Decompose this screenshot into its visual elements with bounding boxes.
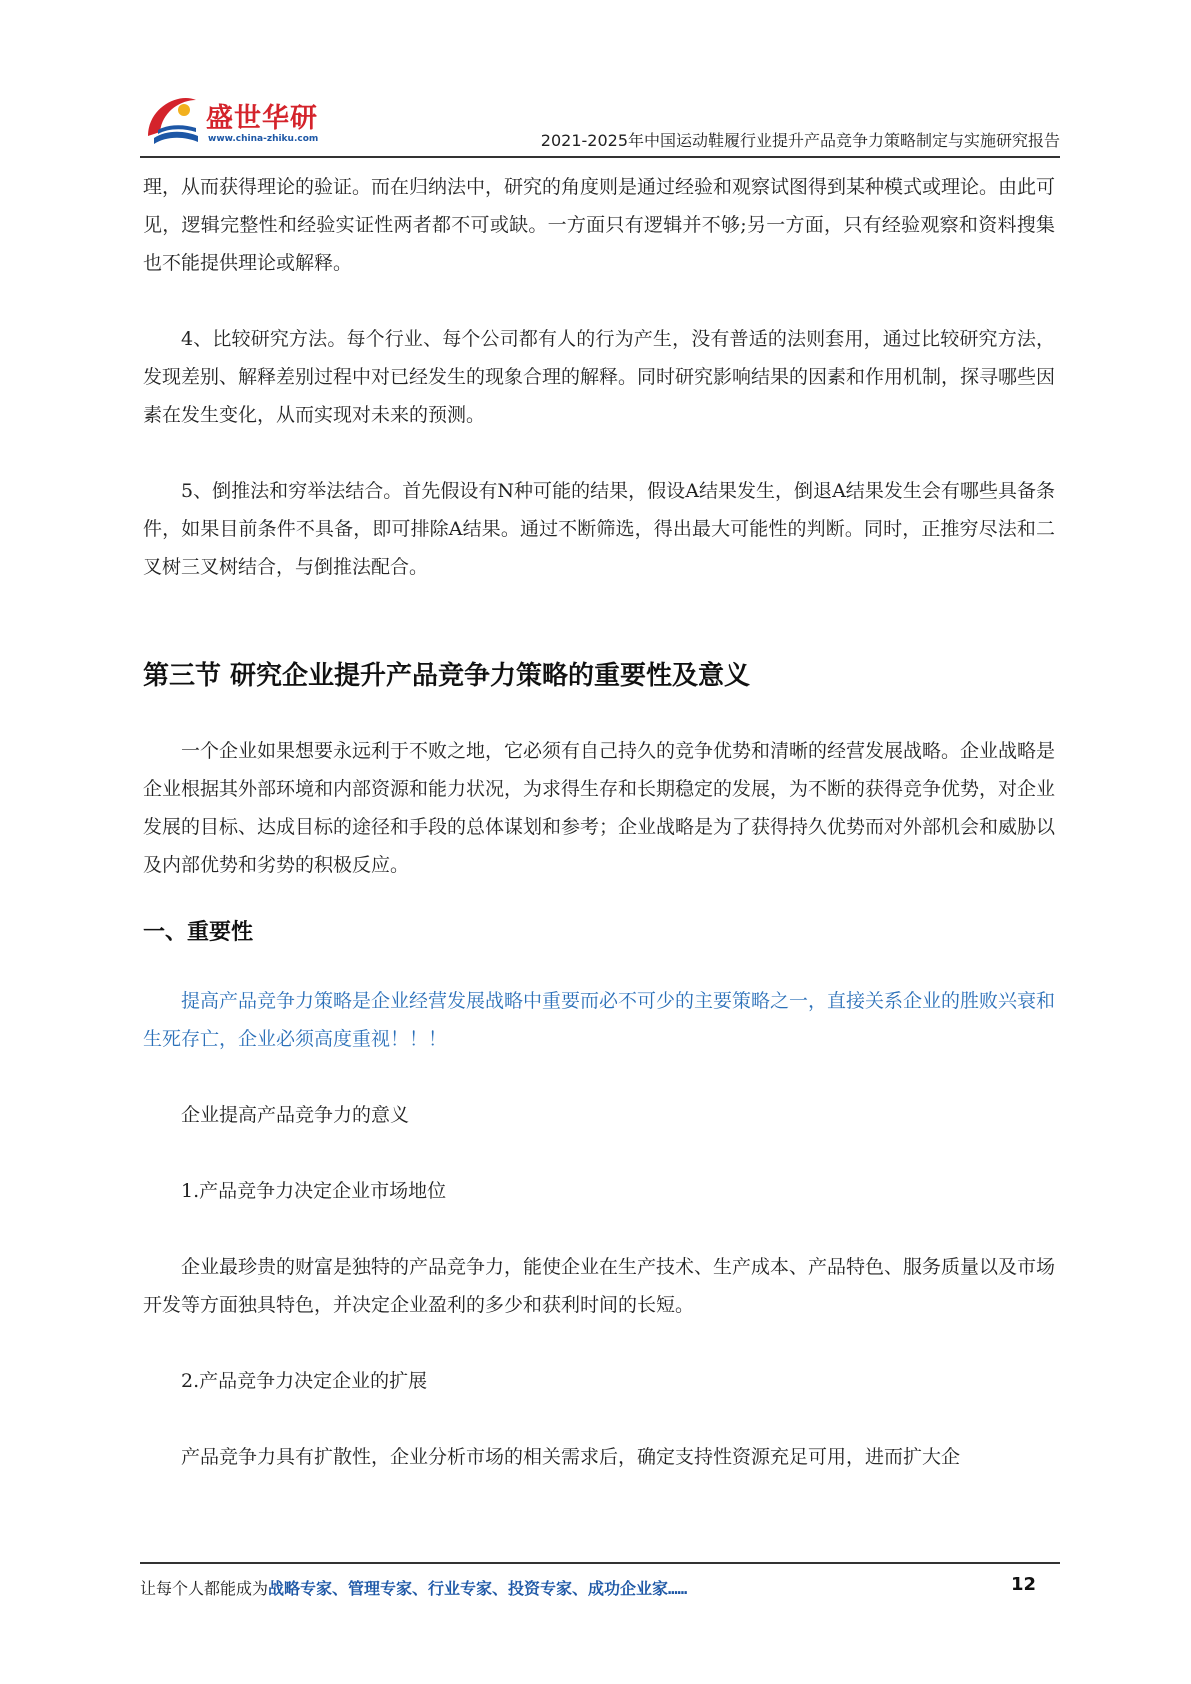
page-content bbox=[143, 168, 1055, 1476]
logo-url: www.china-zhiku.com bbox=[208, 134, 319, 144]
paragraph-method-4: 4、比较研究方法。每个行业、每个公司都有人的行为产生，没有普适的法则套用，通过比较研究方法，发现差别、解释差别过程中对已经发生的现象合理的解释。同时研究影响结果的因素和作用机制，探寻哪些因素在发生变化，从而实现对未来的预测。 bbox=[143, 328, 1056, 426]
section-title: 第三节 研究企业提升产品竞争力策略的重要性及意义 bbox=[143, 661, 751, 691]
paragraph-intro: 理，从而获得理论的验证。而在归纳法中，研究的角度则是通过经验和观察试图得到某种模式或理论。由此可见，逻辑完整性和经验实证性两者都不可或缺。一方面只有逻辑并不够;另一方面，只有经验观察和资料搜集也不能提供理论或解释。 bbox=[143, 176, 1056, 274]
paragraph-highlight: 提高产品竞争力策略是企业经营发展战略中重要而必不可少的主要策略之一，直接关系企业的胜败兴衰和生死存亡，企业必须高度重视！！！ bbox=[143, 990, 1056, 1050]
paragraph-method-5: 5、倒推法和穷举法结合。首先假设有N种可能的结果，假设A结果发生，倒退A结果发生会有哪些具备条件，如果目前条件不具备，即可排除A结果。通过不断筛选，得出最大可能性的判断。同时，正推穷尽法和二叉树三叉树结合，与倒推法配合。 bbox=[143, 480, 1055, 578]
header-divider bbox=[140, 156, 1060, 158]
company-logo bbox=[140, 86, 340, 156]
subsection-title: 一、重要性 bbox=[143, 920, 254, 945]
page-header bbox=[140, 78, 1060, 158]
logo-emblem-icon bbox=[140, 86, 204, 150]
report-title: 2021-2025年中国运动鞋履行业提升产品竞争力策略制定与实施研究报告 bbox=[540, 131, 1060, 150]
slogan-highlight: 战略专家、管理专家、行业专家、投资专家、成功企业家…… bbox=[268, 1579, 688, 1598]
paragraph-strategy: 一个企业如果想要永远利于不败之地，它必须有自己持久的竞争优势和清晰的经营发展战略。企业战略是企业根据其外部环境和内部资源和能力状况，为求得生存和长期稳定的发展，为不断的获得竞争优势，对企业发展的目标、达成目标的途径和手段的总体谋划和参考；企业战略是为了获得持久优势而对外部机会和威胁以及内部优势和劣势的积极反应。 bbox=[143, 740, 1056, 876]
list-item-2-title: 2.产品竞争力决定企业的扩展 bbox=[181, 1370, 428, 1392]
logo-name: 盛世华研 bbox=[206, 103, 318, 134]
list-item-1-body: 企业最珍贵的财富是独特的产品竞争力，能使企业在生产技术、生产成本、产品特色、服务质量以及市场开发等方面独具特色，并决定企业盈利的多少和获利时间的长短。 bbox=[143, 1256, 1056, 1316]
list-item-2-body: 产品竞争力具有扩散性，企业分析市场的相关需求后，确定支持性资源充足可用，进而扩大企 bbox=[181, 1446, 961, 1468]
slogan-prefix: 让每个人都能成为 bbox=[140, 1579, 269, 1598]
footer-divider bbox=[140, 1562, 1060, 1564]
paragraph-meaning: 企业提高产品竞争力的意义 bbox=[181, 1104, 410, 1126]
page-number: 12 bbox=[1010, 1574, 1036, 1595]
list-item-1-title: 1.产品竞争力决定企业市场地位 bbox=[181, 1180, 447, 1202]
footer-slogan bbox=[140, 1576, 687, 1599]
